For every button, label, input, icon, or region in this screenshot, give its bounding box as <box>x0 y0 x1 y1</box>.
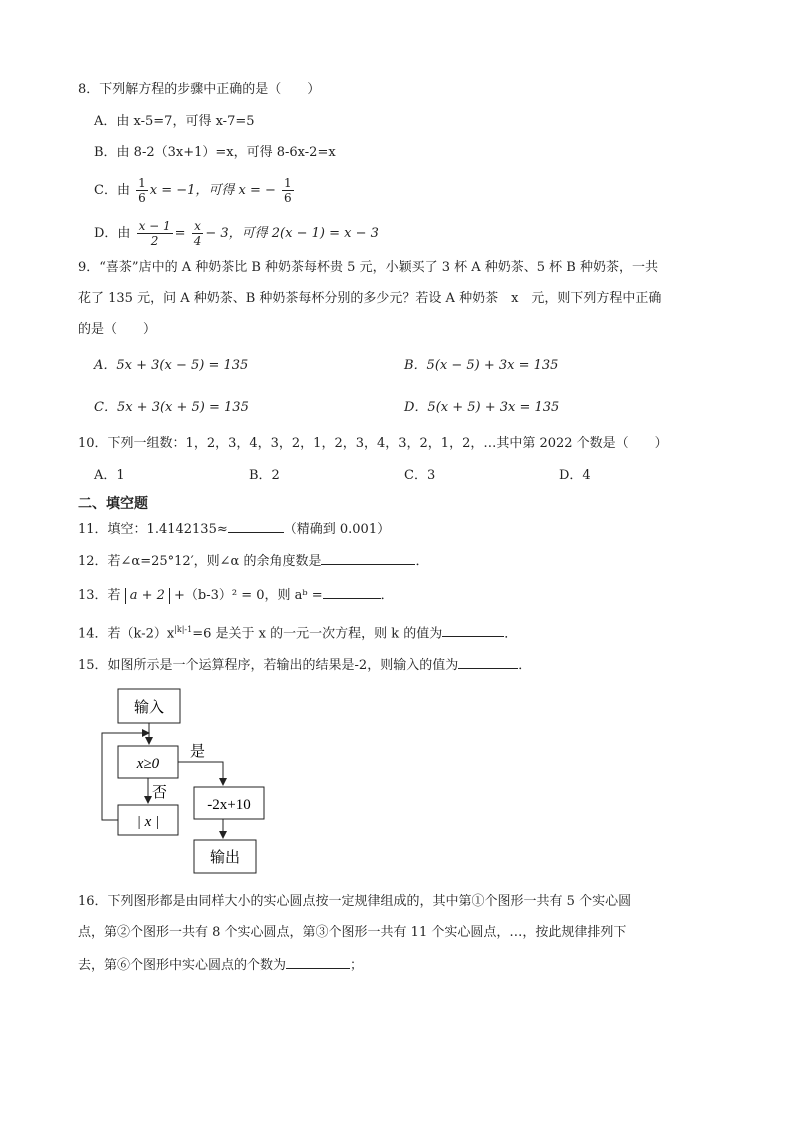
q9-option-a: A．5x + 3(x − 5) = 135 <box>94 358 249 373</box>
q16-line3-pre: 去，第⑥个图形中实心圆点的个数为 <box>78 958 287 973</box>
q9-line2: 花了 135 元，问 A 种奶茶、B 种奶茶每杯分别的多少元？若设 A 种奶茶 x 元，则下列方程中正确 <box>78 291 662 306</box>
q13-post: ． <box>380 588 394 603</box>
q8-stem: 8．下列解方程的步骤中正确的是（ ） <box>78 82 321 97</box>
q13-abs-expression: a + 2 <box>125 588 170 604</box>
q16-line3-post: ； <box>350 958 364 973</box>
q14-post: ． <box>504 626 518 642</box>
q8-d-frac2-num: x <box>192 219 204 234</box>
flow-output-label: 输出 <box>209 850 241 866</box>
q13-pre: 13．若 <box>78 588 121 603</box>
section-title-fill-in: 二、填空题 <box>78 496 148 512</box>
q8-d-mid: − 3，可得 2(x − 1) = x − 3 <box>205 226 379 241</box>
q15-post: ． <box>518 658 532 673</box>
q9-line1: 9．“喜茶”店中的 A 种奶茶比 B 种奶茶每杯贵 5 元，小颖买了 3 杯 A 种奶茶、5 杯 B 种奶茶，一共 <box>78 260 658 275</box>
q8-option-b: B．由 8-2（3x+1）=x，可得 8-6x-2=x <box>94 145 336 160</box>
flow-no-label: 否 <box>152 785 168 801</box>
q10-stem: 10．下列一组数：1，2，3，4，3，2，1，2，3，4，3，2，1，2，…其中第 2022 个数是（ ） <box>78 436 668 451</box>
q8-c-mid: x = −1，可得 x = − <box>149 183 276 198</box>
q14-exponent: |k|-1 <box>174 625 193 634</box>
q10-option-b: B．2 <box>249 468 280 483</box>
q12-pre: 12．若∠α=25°12′，则∠α 的余角度数是 <box>78 554 322 569</box>
flow-input-label: 输入 <box>133 700 165 716</box>
q16-answer-blank[interactable] <box>286 954 350 969</box>
q8-option-a: A．由 x-5=7，可得 x-7=5 <box>94 114 255 129</box>
q8-c-frac1-num: 1 <box>138 176 146 190</box>
q13-mid: +（b-3）² = 0，则 aᵇ = <box>174 588 323 603</box>
q9-option-c: C．5x + 3(x + 5) = 135 <box>94 400 249 415</box>
q16-line3 <box>78 954 363 976</box>
flow-abs-label: | x | <box>136 814 160 830</box>
q9-option-b: B．5(x − 5) + 3x = 135 <box>404 358 559 373</box>
flow-arrow-yes <box>178 762 223 785</box>
q10-option-c: C．3 <box>404 468 436 483</box>
q8-d-frac2-den: 4 <box>193 234 202 248</box>
q8-d-prefix: D．由 <box>94 226 131 241</box>
flow-expression-label: -2x+10 <box>207 797 251 813</box>
q8-c-frac1-den: 6 <box>138 191 146 205</box>
q8-c-frac2-den: 6 <box>284 191 292 205</box>
q8-c-prefix: C．由 <box>94 183 130 198</box>
q15-pre: 15．如图所示是一个运算程序，若输出的结果是-2，则输入的值为 <box>78 658 459 673</box>
q16-line1: 16．下列图形都是由同样大小的实心圆点按一定规律组成的，其中第①个图形一共有 5 个实心圆 <box>78 894 632 909</box>
q16-line2: 点，第②个图形一共有 8 个实心圆点，第③个图形一共有 11 个实心圆点，…，按此规律排列下 <box>78 925 627 940</box>
q11-post: （精确到 0.001） <box>283 522 391 537</box>
q10-option-a: A．1 <box>94 468 125 483</box>
q9-option-d: D．5(x + 5) + 3x = 135 <box>404 400 560 415</box>
q11-pre: 11．填空：1.4142135≈ <box>78 522 228 537</box>
q12-post: ． <box>415 554 429 569</box>
q10-option-d: D．4 <box>559 468 591 483</box>
q8-d-frac1-num: x − 1 <box>138 219 171 233</box>
q9-line3: 的是（ ） <box>78 322 157 337</box>
flow-condition-label: x≥0 <box>136 756 160 772</box>
q14-mid: =6 是关于 x 的一元一次方程，则 k 的值为 <box>192 626 443 642</box>
q8-d-frac1-den: 2 <box>150 234 159 248</box>
q8-c-frac2-num: 1 <box>284 176 292 190</box>
q14-pre: 14．若（k-2）x <box>78 626 175 642</box>
q8-d-eq: = <box>174 226 186 241</box>
flow-yes-label: 是 <box>190 744 206 760</box>
